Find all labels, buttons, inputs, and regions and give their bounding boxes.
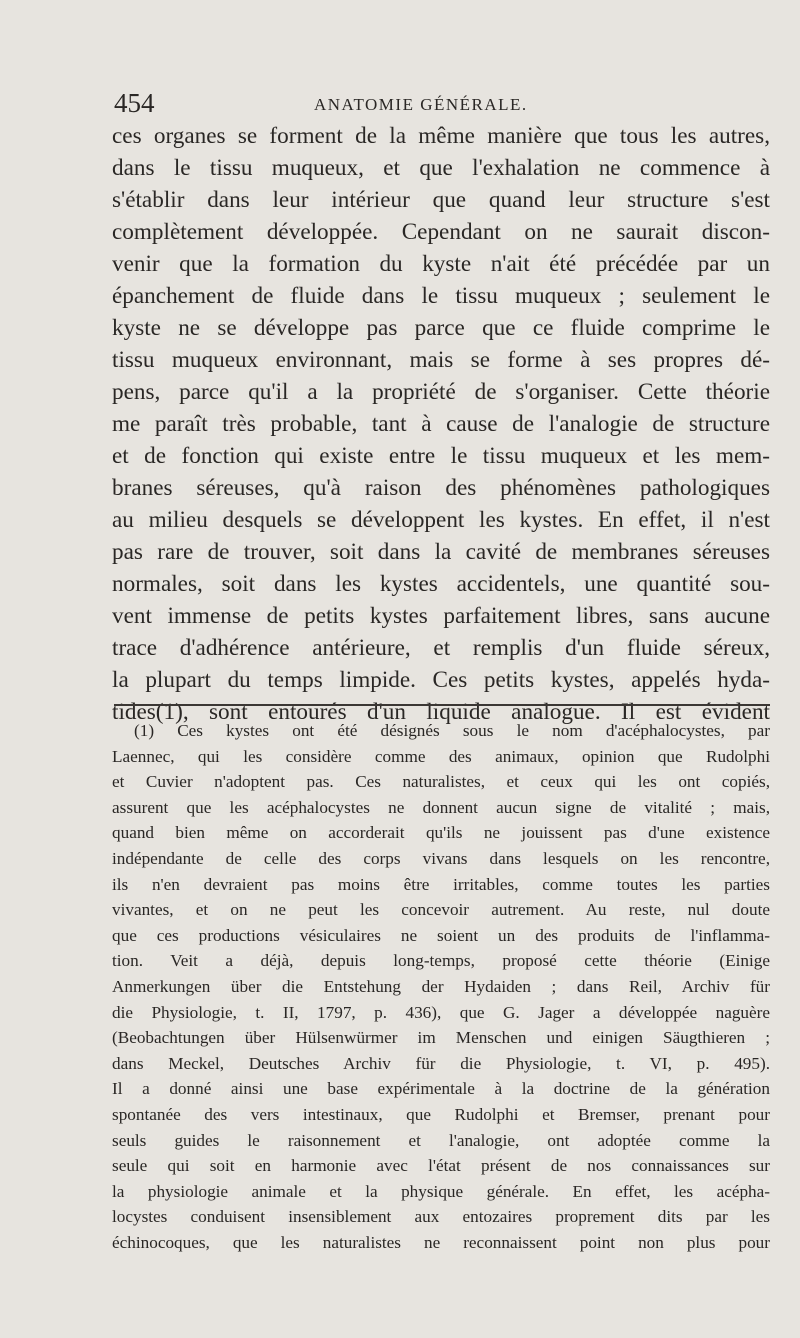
body-line: venir que la formation du kyste n'ait été précédée par un: [112, 251, 770, 277]
body-line: s'établir dans leur intérieur que quand leur structure s'est: [112, 187, 770, 213]
footnote: [112, 718, 770, 1255]
footnote-line: Anmerkungen über die Entstehung der Hydaiden ; dans Reil, Archiv für: [112, 976, 770, 996]
footnote-line: dans Meckel, Deutsches Archiv für die Physiologie, t. VI, p. 495).: [112, 1053, 770, 1073]
page-number: 454: [114, 88, 155, 118]
footnote-line: indépendante de celle des corps vivans dans lesquels on les rencontre,: [112, 848, 770, 868]
body-line: me paraît très probable, tant à cause de l'analogie de structure: [112, 411, 770, 437]
footnote-line: quand bien même on accorderait qu'ils ne jouissent pas d'une existence: [112, 823, 770, 843]
footnote-line: ils n'en devraient pas moins être irritables, comme toutes les parties: [112, 874, 770, 894]
footnote-line: Laennec, qui les considère comme des animaux, opinion que Rudolphi: [112, 746, 770, 766]
footnote-line: tion. Veit a déjà, depuis long-temps, proposé cette théorie (Einige: [112, 951, 770, 971]
body-line: ces organes se forment de la même manière que tous les autres,: [112, 123, 770, 149]
footnote-line: spontanée des vers intestinaux, que Rudolphi et Bremser, prenant pour: [112, 1104, 770, 1124]
body-line: vent immense de petits kystes parfaitement libres, sans aucune: [112, 603, 770, 629]
body-line: complètement développée. Cependant on ne saurait discon-: [112, 219, 770, 245]
body-line: pas rare de trouver, soit dans la cavité de membranes séreuses: [112, 539, 770, 565]
body-line: normales, soit dans les kystes accidentels, une quantité sou-: [112, 571, 770, 597]
body-line: épanchement de fluide dans le tissu muqueux ; seulement le: [112, 283, 770, 309]
body-line: tides(1), sont entourés d'un liquide analogue. Il est évident: [112, 699, 770, 725]
body-line: dans le tissu muqueux, et que l'exhalation ne commence à: [112, 155, 770, 181]
footnote-divider: [114, 704, 770, 706]
footnote-line: seule qui soit en harmonie avec l'état présent de nos connaissances sur: [112, 1156, 770, 1176]
body-line: kyste ne se développe pas parce que ce fluide comprime le: [112, 315, 770, 341]
footnote-line: (1) Ces kystes ont été désignés sous le nom d'acéphalocystes, par: [134, 721, 770, 740]
body-line: pens, parce qu'il a la propriété de s'organiser. Cette théorie: [112, 379, 770, 405]
footnote-line: vivantes, et on ne peut les concevoir autrement. Au reste, nul doute: [112, 900, 770, 920]
body-line: au milieu desquels se développent les kystes. En effet, il n'est: [112, 507, 770, 533]
body-line: trace d'adhérence antérieure, et remplis d'un fluide séreux,: [112, 635, 770, 661]
footnote-line: et Cuvier n'adoptent pas. Ces naturalistes, et ceux qui les ont copiés,: [112, 772, 770, 792]
main-text: [112, 120, 770, 728]
footnote-line: assurent que les acéphalocystes ne donnent aucun signe de vitalité ; mais,: [112, 797, 770, 817]
footnote-line: (Beobachtungen über Hülsenwürmer im Menschen und einigen Säugthieren ;: [112, 1028, 770, 1048]
footnote-line: que ces productions vésiculaires ne soient un des produits de l'inflamma-: [112, 925, 770, 945]
footnote-line: die Physiologie, t. II, 1797, p. 436), que G. Jager a développée naguère: [112, 1002, 770, 1022]
footnote-line: la physiologie animale et la physique générale. En effet, les acépha-: [112, 1181, 770, 1201]
body-line: la plupart du temps limpide. Ces petits kystes, appelés hyda-: [112, 667, 770, 693]
body-line: tissu muqueux environnant, mais se forme à ses propres dé-: [112, 347, 770, 373]
footnote-line: locystes conduisent insensiblement aux entozaires proprement dits par les: [112, 1207, 770, 1227]
body-line: branes séreuses, qu'à raison des phénomènes pathologiques: [112, 475, 770, 501]
footnote-line: échinocoques, que les naturalistes ne reconnaissent point non plus pour: [112, 1232, 770, 1252]
footnote-line: Il a donné ainsi une base expérimentale à la doctrine de la génération: [112, 1079, 770, 1099]
running-head: ANATOMIE GÉNÉRALE.: [314, 95, 528, 114]
body-line: et de fonction qui existe entre le tissu muqueux et les mem-: [112, 443, 770, 469]
page-header: [114, 86, 770, 122]
footnote-line: seuls guides le raisonnement et l'analogie, ont adoptée comme la: [112, 1130, 770, 1150]
